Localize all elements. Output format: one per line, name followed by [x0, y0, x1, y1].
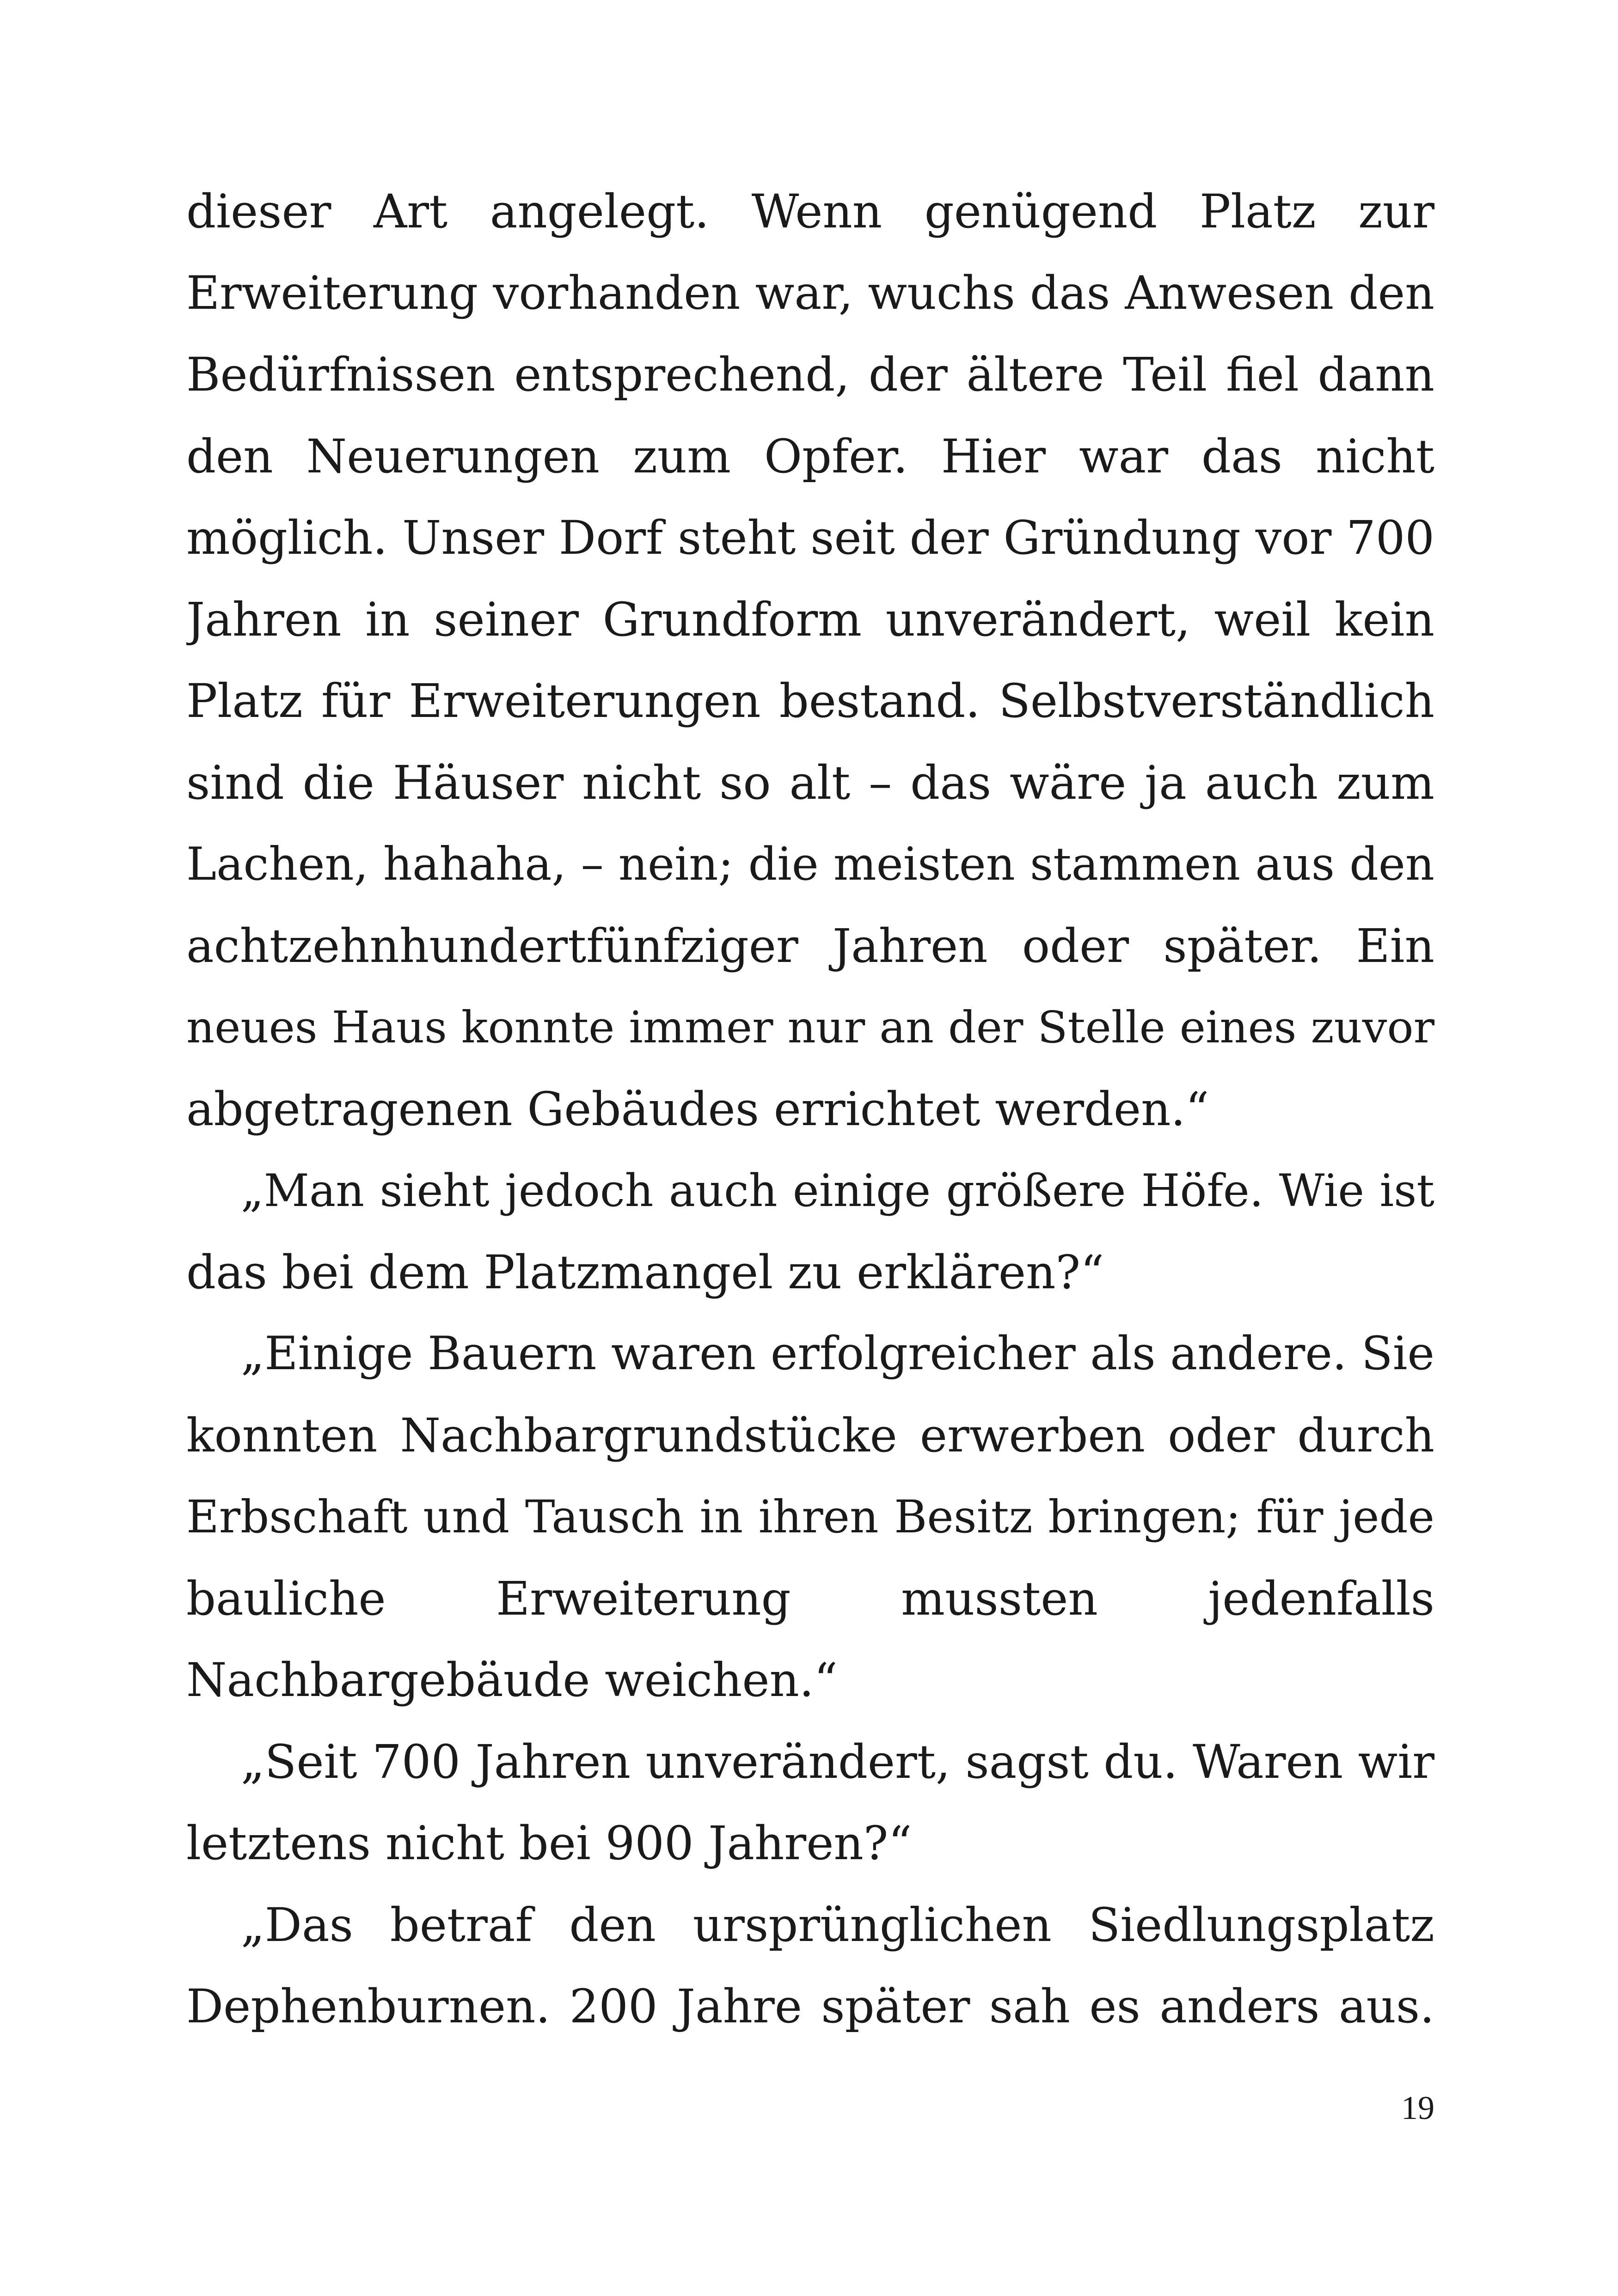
text-line: Jahren in seiner Grundform unverändert, weil kein: [186, 592, 1434, 647]
page-number: 19: [1401, 2089, 1434, 2126]
text-line: Lachen, hahaha, – nein; die meisten stammen aus den: [186, 838, 1434, 891]
text-line: möglich. Unser Dorf steht seit der Gründung vor 700: [186, 511, 1434, 565]
text-line: dieser Art angelegt. Wenn genügend Platz zur: [186, 184, 1434, 239]
text-line: das bei dem Platzmangel zu erklären?“: [186, 1245, 1104, 1299]
body-text: [186, 171, 1434, 2048]
text-line: Platz für Erweiterungen bestand. Selbstverständlich: [186, 674, 1434, 728]
text-line: Bedürfnissen entsprechend, der ältere Teil fiel dann: [186, 348, 1434, 402]
text-line: Erbschaft und Tausch in ihren Besitz bringen; für jede: [186, 1491, 1434, 1543]
text-line: sind die Häuser nicht so alt – das wäre ja auch zum: [186, 755, 1434, 810]
text-line: letztens nicht bei 900 Jahren?“: [186, 1816, 912, 1870]
text-line: neues Haus konnte immer nur an der Stelle eines zuvor: [186, 1002, 1434, 1053]
text-line: bauliche Erweiterung mussten jedenfalls: [186, 1571, 1434, 1626]
text-line: konnten Nachbargrundstücke erwerben oder durch: [186, 1408, 1434, 1463]
text-line: achtzehnhundertfünfziger Jahren oder später. Ein: [186, 918, 1434, 973]
text-line: „Seit 700 Jahren unverändert, sagst du. Waren wir: [241, 1734, 1434, 1789]
text-line: „Man sieht jedoch auch einige größere Höfe. Wie ist: [241, 1165, 1434, 1217]
text-line: Nachbargebäude weichen.“: [186, 1653, 838, 1707]
text-line: Dephenburnen. 200 Jahre später sah es anders aus.: [186, 1979, 1434, 2033]
text-line: „Einige Bauern waren erfolgreicher als andere. Sie: [241, 1327, 1434, 1380]
text-line: abgetragenen Gebäudes errichtet werden.“: [186, 1082, 1209, 1136]
text-line: den Neuerungen zum Opfer. Hier war das nicht: [186, 429, 1434, 484]
text-line: „Das betraf den ursprünglichen Siedlungsplatz: [241, 1898, 1434, 1952]
text-line: Erweiterung vorhanden war, wuchs das Anwesen den: [186, 266, 1434, 320]
